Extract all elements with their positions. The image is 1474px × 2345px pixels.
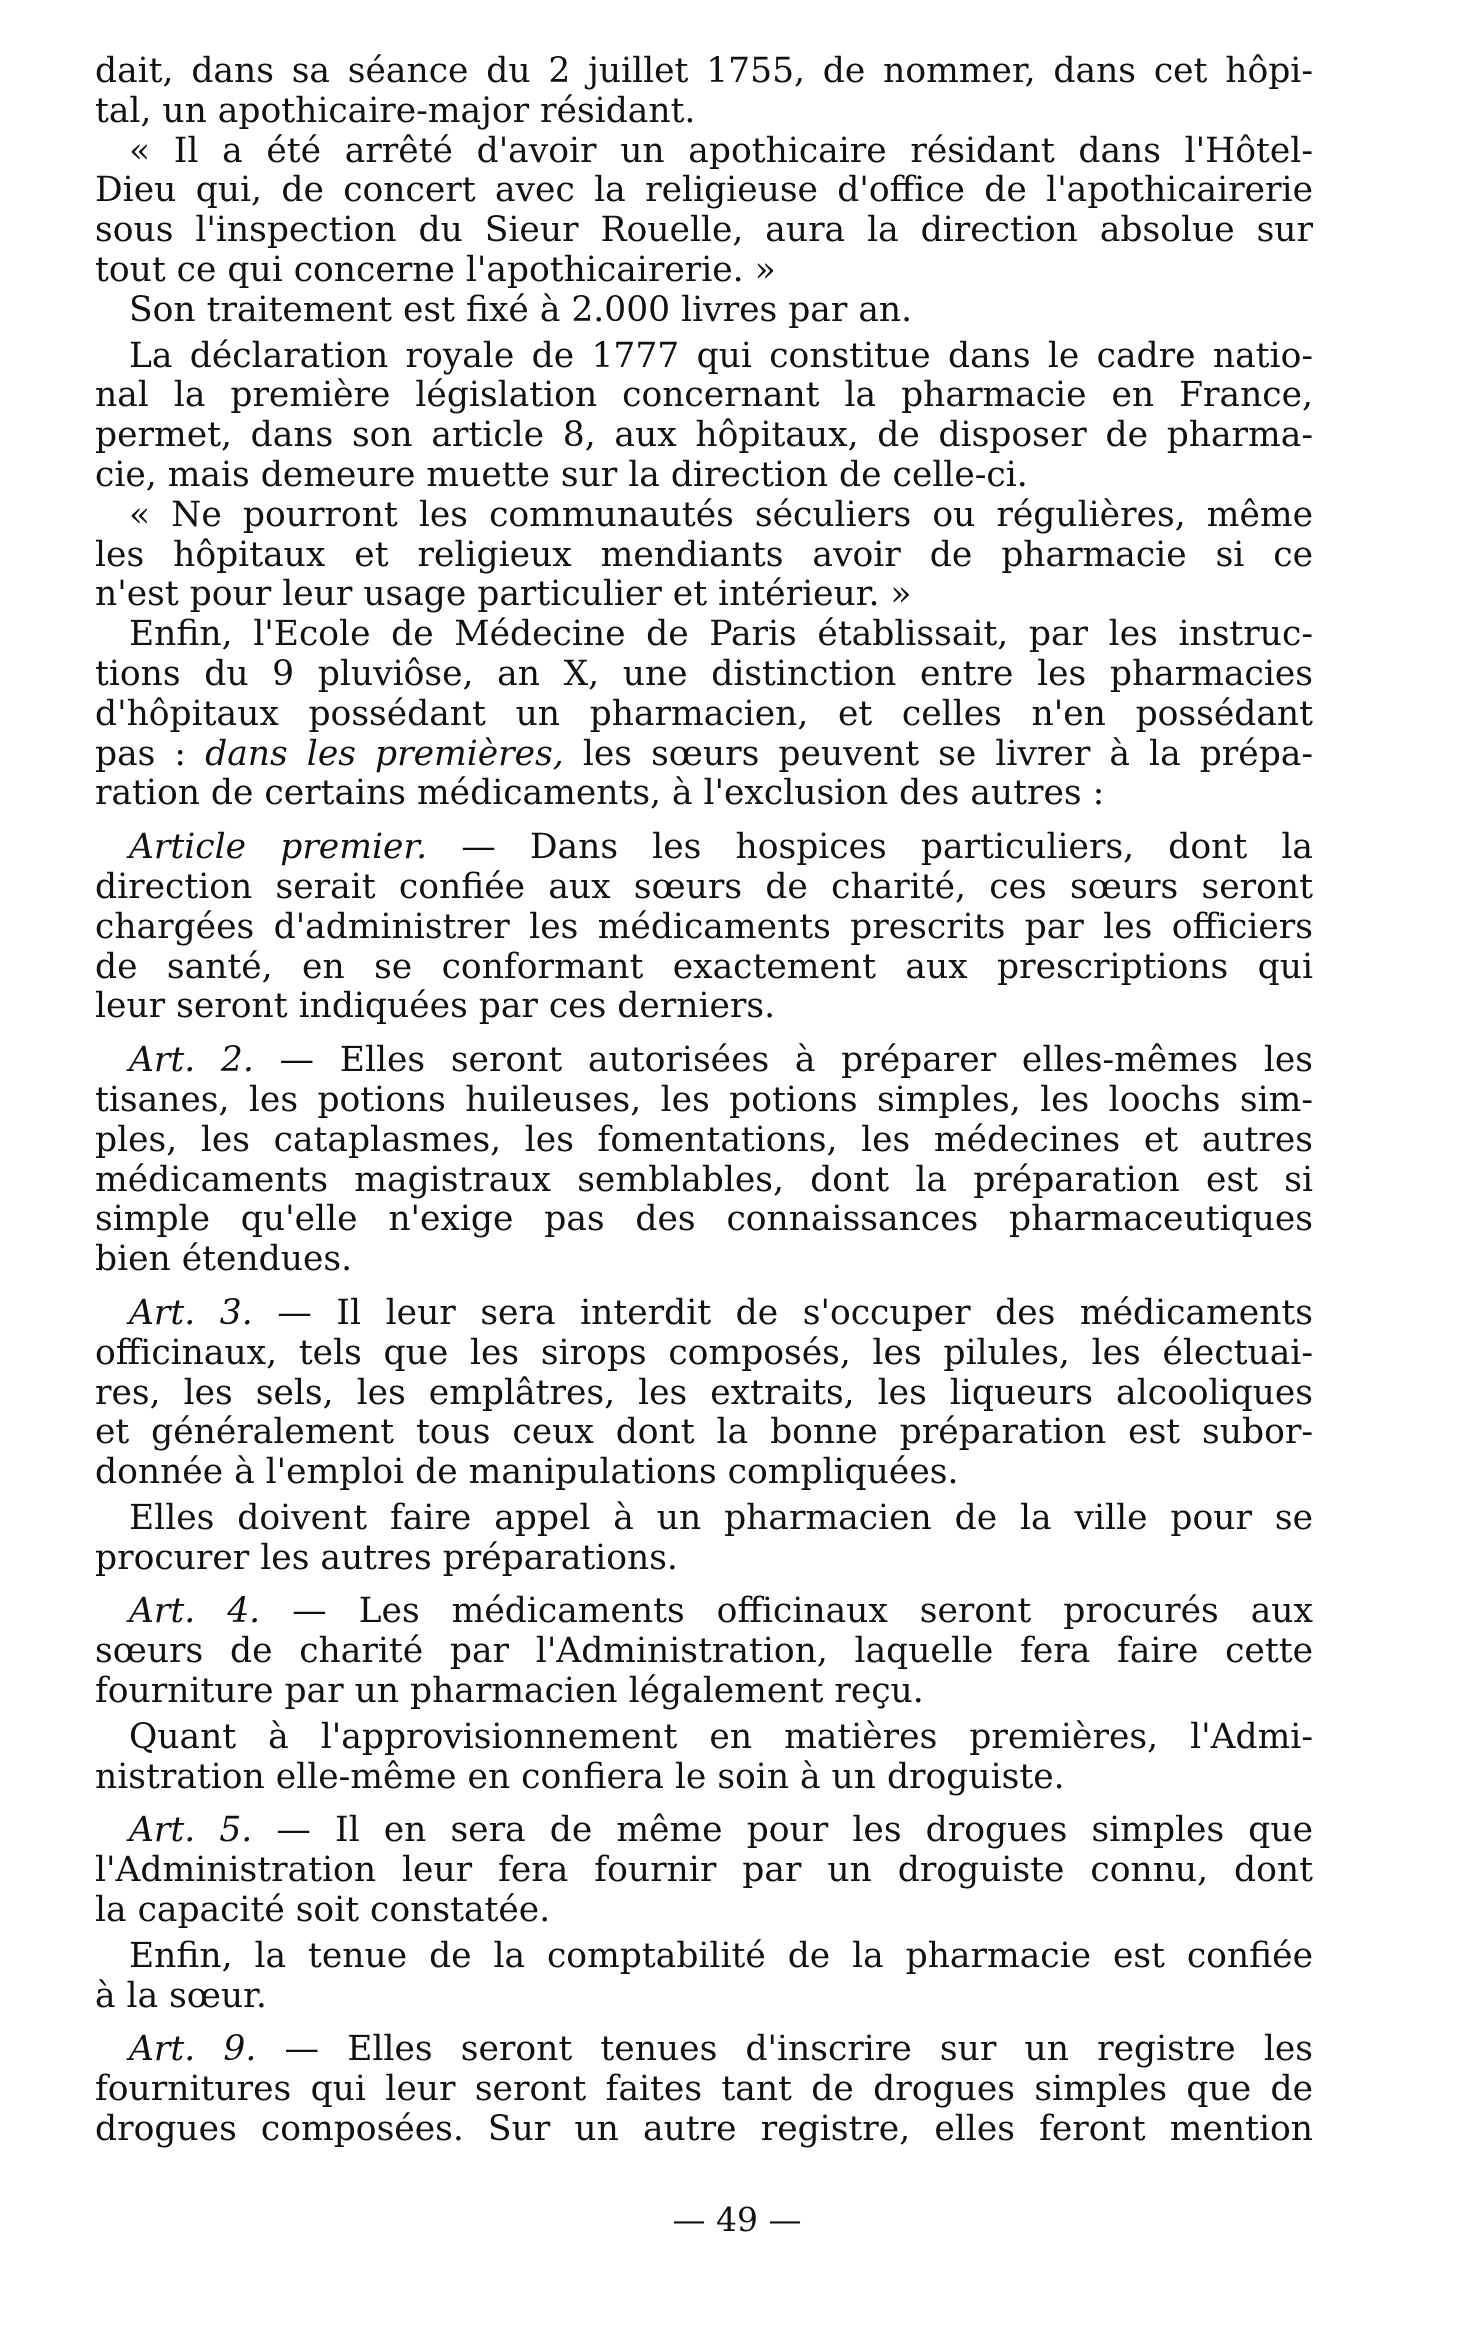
text-line: Elles doivent faire appel à un pharmacien de la ville pour se <box>129 1497 1313 1538</box>
text-line: dait, dans sa séance du 2 juillet 1755, de nommer, dans cet hôpi- <box>95 51 1313 91</box>
text-line: l'Administration leur fera fournir par un droguiste connu, dont <box>95 1850 1313 1891</box>
text-line: ples, les cataplasmes, les fomentations, les médecines et autres <box>95 1119 1313 1160</box>
paragraph-approvisionnement <box>95 1718 1313 1798</box>
text-segment: — Elles seront tenues d'inscrire sur un registre les <box>256 2029 1313 2070</box>
text-line: fournitures qui leur seront faites tant de drogues simples que de <box>95 2069 1313 2110</box>
text-line: n'est pour leur usage particulier et intérieur. » <box>95 574 912 615</box>
article-heading: Art. 5. <box>129 1810 253 1851</box>
text-line: sœurs de charité par l'Administration, laquelle fera faire cette <box>95 1631 1313 1672</box>
text-line: permet, dans son article 8, aux hôpitaux, de disposer de pharma- <box>95 415 1313 456</box>
article-5 <box>95 1811 1313 1930</box>
text-line <box>95 828 1313 868</box>
text-line: « Ne pourront les communautés séculiers ou régulières, même <box>129 494 1313 535</box>
text-line: Quant à l'approvisionnement en matières premières, l'Admi- <box>129 1716 1313 1757</box>
text-line: tions du 9 pluviôse, an X, une distinction entre les pharmacies <box>95 653 1313 694</box>
paragraph-1 <box>95 52 1313 132</box>
article-4 <box>95 1592 1313 1711</box>
text-segment: — Elles seront autorisées à préparer elles-mêmes les <box>253 1040 1313 1081</box>
text-segment: les sœurs peuvent se livrer à la prépa- <box>563 733 1314 774</box>
article-premier <box>95 828 1313 1027</box>
text-line: res, les sels, les emplâtres, les extraits, les liqueurs alcooliques <box>95 1372 1313 1413</box>
text-line: officinaux, tels que les sirops composés, les pilules, les électuai- <box>95 1332 1313 1373</box>
text-segment: — Il en sera de même pour les drogues simples que <box>252 1810 1314 1851</box>
paragraph-quote-1 <box>95 132 1313 291</box>
paragraph-quote-2 <box>95 496 1313 615</box>
emphasis: dans les premières, <box>205 733 564 774</box>
text-line: nal la première législation concernant la pharmacie en France, <box>95 375 1313 416</box>
text-line: tal, un apothicaire-major résidant. <box>95 90 696 131</box>
page-number: — 49 — <box>672 2200 802 2239</box>
article-heading: Art. 9. <box>129 2029 257 2070</box>
text-segment: — Les médicaments officinaux seront procurés aux <box>260 1591 1313 1632</box>
text-line <box>95 1811 1313 1851</box>
text-segment: pas : <box>95 733 206 774</box>
text-line <box>95 1041 1313 1081</box>
text-line: procurer les autres préparations. <box>95 1537 678 1578</box>
text-line <box>95 1294 1313 1334</box>
paragraph-salary <box>95 291 1313 331</box>
text-line: donnée à l'emploi de manipulations compliquées. <box>95 1452 959 1493</box>
text-line: nistration elle-même en confiera le soin à un droguiste. <box>95 1756 1065 1797</box>
article-9 <box>95 2030 1313 2149</box>
text-segment: — Il leur sera interdit de s'occuper des médicaments <box>252 1292 1313 1333</box>
text-line: fourniture par un pharmacien légalement reçu. <box>95 1671 924 1712</box>
text-line: La déclaration royale de 1777 qui constitue dans le cadre natio- <box>129 335 1313 376</box>
text-line: cie, mais demeure muette sur la direction de celle-ci. <box>95 454 1028 495</box>
text-line: Son traitement est fixé à 2.000 livres par an. <box>129 289 913 330</box>
paragraph-declaration <box>95 337 1313 496</box>
article-heading: Art. 4. <box>129 1591 261 1632</box>
article-heading: Art. 2. <box>129 1040 254 1081</box>
text-line: « Il a été arrêté d'avoir un apothicaire résidant dans l'Hôtel- <box>129 130 1313 171</box>
text-line: médicaments magistraux semblables, dont la préparation est si <box>95 1159 1313 1200</box>
paragraph-comptabilite <box>95 1937 1313 2017</box>
article-heading: Article premier. <box>129 827 428 868</box>
text-line <box>95 2030 1313 2070</box>
text-line: la capacité soit constatée. <box>95 1890 551 1931</box>
paragraph-ecole <box>95 615 1313 814</box>
text-line: tisanes, les potions huileuses, les potions simples, les loochs sim- <box>95 1079 1313 1120</box>
text-line: simple qu'elle n'exige pas des connaissances pharmaceutiques <box>95 1199 1313 1240</box>
article-2 <box>95 1041 1313 1280</box>
text-line: tout ce qui concerne l'apothicairerie. » <box>95 249 776 290</box>
article-heading: Art. 3. <box>129 1292 253 1333</box>
text-line: d'hôpitaux possédant un pharmacien, et celles n'en possédant <box>95 693 1313 734</box>
text-line: chargées d'administrer les médicaments prescrits par les officiers <box>95 906 1313 947</box>
text-line: Enfin, l'Ecole de Médecine de Paris établissait, par les instruc- <box>129 614 1313 655</box>
text-line: à la sœur. <box>95 1975 267 2016</box>
paragraph-pharmacien <box>95 1499 1313 1579</box>
text-line <box>95 735 1313 775</box>
text-line: leur seront indiquées par ces derniers. <box>95 986 776 1027</box>
body-text <box>95 52 1313 2150</box>
text-line: ration de certains médicaments, à l'exclusion des autres : <box>95 773 1105 814</box>
text-segment: — Dans les hospices particuliers, dont la <box>427 827 1313 868</box>
text-line: les hôpitaux et religieux mendiants avoir de pharmacie si ce <box>95 534 1313 575</box>
text-line: sous l'inspection du Sieur Rouelle, aura la direction absolue sur <box>95 210 1313 251</box>
text-line: et généralement tous ceux dont la bonne préparation est subor- <box>95 1412 1313 1453</box>
text-line: drogues composées. Sur un autre registre, elles feront mention <box>95 2109 1313 2150</box>
text-line <box>95 1592 1313 1632</box>
text-line: Dieu qui, de concert avec la religieuse d'office de l'apothicairerie <box>95 170 1313 211</box>
text-line: direction serait confiée aux sœurs de charité, ces sœurs seront <box>95 866 1313 907</box>
text-line: de santé, en se conformant exactement aux prescriptions qui <box>95 946 1313 987</box>
article-3 <box>95 1294 1313 1493</box>
text-line: bien étendues. <box>95 1239 353 1280</box>
text-line: Enfin, la tenue de la comptabilité de la pharmacie est confiée <box>129 1935 1313 1976</box>
